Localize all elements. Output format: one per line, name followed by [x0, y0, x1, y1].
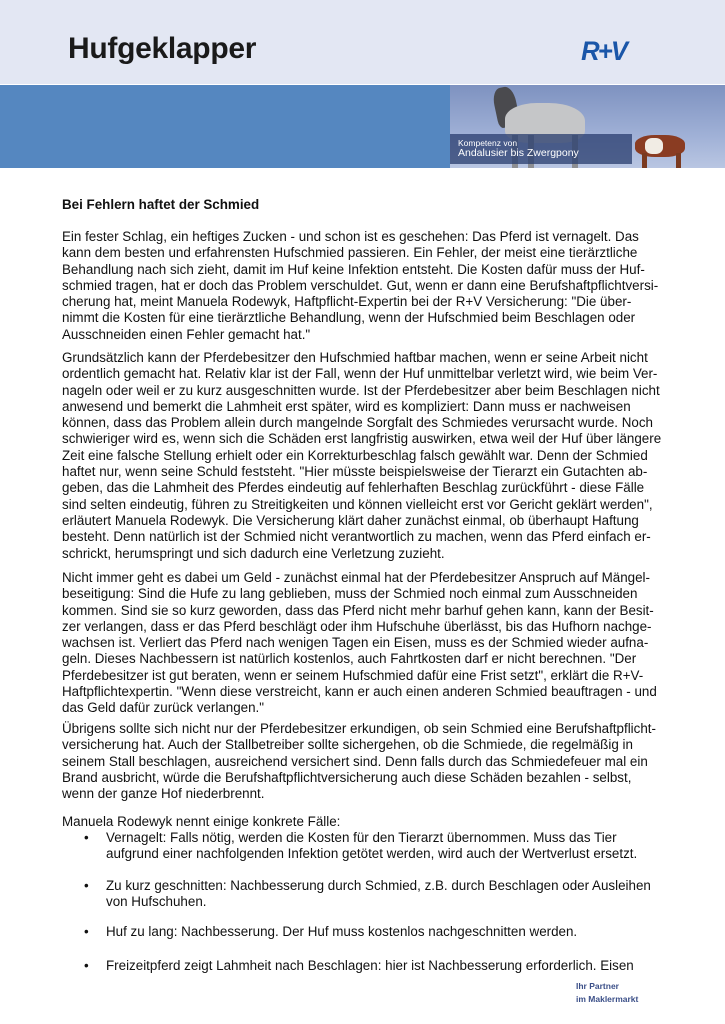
paragraph: [62, 814, 340, 830]
list-item-text: [106, 958, 634, 974]
paragraph-line: Nicht immer geht es dabei um Geld - zunächst einmal hat der Pferdebesitzer Anspruch auf Mängel-: [62, 570, 650, 585]
paragraph-line: zer verlangen, dass er das Pferd beschlägt oder ihm Hufschuhe überlässt, bis das Hufhorn nachge-: [62, 618, 652, 634]
paragraph-line: geln. Dieses Nachbessern ist natürlich kostenlos, auch Fahrtkosten darf er nicht berechnen. "Der: [62, 651, 637, 667]
article-heading: Bei Fehlern haftet der Schmied: [62, 197, 260, 212]
bullet-icon: •: [84, 830, 89, 845]
paragraph-line: anwesend und bemerkt die Lahmheit erst später, wird es kompliziert: Dann muss er nachweisen: [62, 398, 631, 414]
paragraph-line: nageln oder weil er zu kurz ausgeschnitten wurde. Ist der Pferdebesitzer aber beim Beschlagen nicht: [62, 382, 660, 398]
paragraph: [62, 229, 658, 343]
bullet-icon: •: [84, 878, 89, 893]
paragraph-line: wachsen ist. Verliert das Pferd nach wenigen Tagen ein Eisen, muss es der Schmied wieder aufna-: [62, 635, 649, 651]
paragraph-line: Zeit eine falsche Stellung erhielt oder ein Korrekturbeschlag falsch gewählt war. Denn der Schmied: [62, 447, 648, 463]
paragraph-line: Pferdebesitzer ist gut beraten, wenn er seinem Hufschmied dafür eine Frist setzt", erklärt die R+V-: [62, 667, 644, 683]
paragraph-line: können, dass das Problem allein durch mangelnde Sorgfalt des Schmiedes verursacht wurde. Noch: [62, 415, 653, 431]
bullet-icon: •: [84, 958, 89, 973]
footer-line-1: Ihr Partner: [576, 981, 619, 991]
paragraph-line: Manuela Rodewyk nennt einige konkrete Fälle:: [62, 814, 341, 829]
list-item-line: Huf zu lang: Nachbesserung. Der Huf muss kostenlos nachgeschnitten werden.: [106, 924, 578, 939]
list-item-line: Vernagelt: Falls nötig, werden die Kosten für den Tierarzt übernommen. Muss das Tier: [106, 830, 617, 845]
list-item-text: [106, 830, 637, 863]
banner-photo-horses: [450, 85, 725, 168]
paragraph-line: wenn der ganze Hof niederbrennt.: [62, 786, 265, 802]
pony-spot: [645, 138, 663, 154]
paragraph-line: kommen. Sind sie so kurz geworden, dass das Pferd nicht mehr barhuf gehen kann, kann der Besit-: [62, 602, 654, 618]
paragraph-line: haftet nur, wenn seine Schuld feststeht. "Hier müsste beispielsweise der Tierarzt ein Gutachten ab-: [62, 464, 648, 480]
banner-caption: [450, 134, 632, 164]
paragraph-line: geben, das die Lahmheit des Pferdes eindeutig auf fehlerhaften Beschlag zurückführt - diese Fälle: [62, 480, 645, 496]
footer-line-2: im Maklermarkt: [576, 994, 639, 1004]
paragraph-line: ordentlich gemacht hat. Relativ klar ist der Fall, wenn der Huf unmittelbar verletzt wird, wie beim Ver-: [62, 366, 658, 382]
bullet-icon: •: [84, 924, 89, 939]
caption-line-1: Kompetenz von: [458, 138, 518, 148]
paragraph: [62, 721, 656, 802]
paragraph-line: nimmt die Kosten für eine tierärztliche Behandlung, wenn der Hufschmied beim Beschlagen oder: [62, 310, 636, 326]
list-item-line: aufgrund einer nachfolgenden Infektion getötet werden, wird auch der Wertverlust ersetzt.: [106, 846, 638, 862]
paragraph-line: sind selten eindeutig, führen zu Streitigkeiten und können vielleicht erst vor Gericht geklärt werden",: [62, 496, 653, 512]
paragraph-line: erläutert Manuela Rodewyk. Die Versicherung klärt daher zunächst einmal, ob überhaupt Haftung: [62, 512, 639, 528]
paragraph-line: schwieriger wird es, wenn sich die Schäden erst langfristig auswirken, etwa weil der Huf über längere: [62, 431, 662, 447]
paragraph-line: Brand ausbricht, würde die Berufshaftpflichtversicherung auch diese Schäden bezahlen - selbst,: [62, 769, 632, 785]
paragraph-line: seinem Stall beschlagen, ausreichend versichert sind. Denn falls durch das Schmiedefeuer mal ein: [62, 753, 648, 769]
list-item-line: Freizeitpferd zeigt Lahmheit nach Beschlagen: hier ist Nachbesserung erforderlich. Eisen: [106, 958, 634, 973]
list-item-text: [106, 924, 577, 940]
paragraph-line: Ein fester Schlag, ein heftiges Zucken - und schon ist es geschehen: Das Pferd ist vernagelt. Das: [62, 229, 639, 244]
caption-line-2: Andalusier bis Zwergpony: [458, 147, 579, 159]
paragraph-line: Haftpflichtexpertin. "Wenn diese verstreicht, kann er auch einen anderen Schmied beauftragen - und: [62, 684, 657, 700]
paragraph-line: schrickt, herumspringt und sich dadurch eine Verletzung zuzieht.: [62, 545, 445, 561]
page-title: Hufgeklapper: [68, 32, 257, 65]
paragraph-line: cherung hat, meint Manuela Rodewyk, Haftpflicht-Expertin bei der R+V Versicherung: "Die über-: [62, 294, 632, 310]
pony-leg: [676, 153, 681, 168]
paragraph-line: beseitigung: Sind die Hufe zu lang geblieben, muss der Schmied noch einmal zum Ausschneiden: [62, 586, 638, 602]
paragraph-line: Behandlung nach sich zieht, damit im Huf keine Infektion entsteht. Die Kosten dafür muss der Huf-: [62, 261, 645, 277]
paragraph: [62, 570, 657, 717]
list-item-text: [106, 878, 651, 911]
list-item-line: von Hufschuhen.: [106, 894, 207, 910]
list-item-line: Zu kurz geschnitten: Nachbesserung durch Schmied, z.B. durch Beschlagen oder Ausleihen: [106, 878, 651, 893]
rv-logo: R+V: [581, 36, 627, 66]
paragraph-line: Übrigens sollte sich nicht nur der Pferdebesitzer erkundigen, ob sein Schmied eine Berufshaftpflicht-: [62, 721, 656, 736]
paragraph-line: versicherung hat. Auch der Stallbetreiber sollte sichergehen, ob die Schmiede, die regelmäßig in: [62, 737, 633, 753]
paragraph-line: das Geld dafür zurück verlangen.": [62, 700, 265, 716]
paragraph-line: Grundsätzlich kann der Pferdebesitzer den Hufschmied haftbar machen, wenn er seine Arbeit nicht: [62, 350, 648, 365]
header-band: [0, 0, 725, 84]
footer-tagline: [576, 980, 638, 1006]
pony-leg: [642, 153, 647, 168]
paragraph-line: schmied tragen, hat er doch das Problem verschuldet. Gut, wenn er dann eine Berufshaftpflichtversi-: [62, 277, 659, 293]
paragraph: [62, 350, 661, 562]
paragraph-line: Ausschneiden einen Fehler gemacht hat.": [62, 326, 311, 342]
paragraph-line: besteht. Denn natürlich ist der Schmied nicht verantwortlich zu machen, wenn das Pferd einfach er-: [62, 529, 651, 545]
paragraph-line: kann dem besten und erfahrensten Hufschmied passieren. Ein Fehler, der meist eine tierärztliche: [62, 245, 638, 261]
